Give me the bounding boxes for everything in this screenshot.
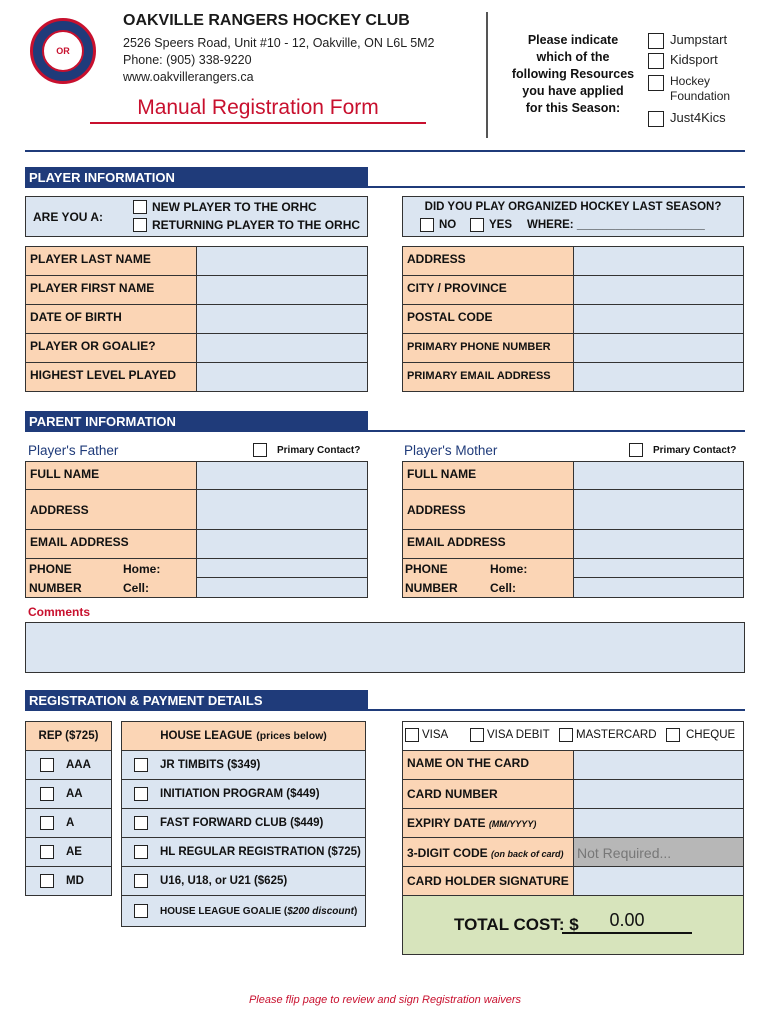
field-label: POSTAL CODE	[402, 304, 574, 334]
field-label: CARD HOLDER SIGNATURE	[402, 866, 574, 896]
returning-player-option[interactable]: RETURNING PLAYER TO THE ORHC	[133, 218, 360, 232]
checkbox-icon[interactable]	[133, 200, 147, 214]
mother-email-input[interactable]	[573, 529, 744, 559]
section-rule	[25, 709, 745, 711]
mother-heading: Player's Mother	[404, 443, 498, 458]
field-label: ADDRESS	[402, 246, 574, 276]
rep-option-a[interactable]: A	[25, 808, 112, 838]
name-on-card-input[interactable]	[573, 750, 744, 780]
date-of-birth-input[interactable]	[196, 304, 368, 334]
club-website: www.oakvillerangers.ca	[123, 70, 254, 84]
checkbox-icon[interactable]	[559, 728, 573, 742]
field-label: DATE OF BIRTH	[25, 304, 197, 334]
header-divider	[486, 12, 488, 138]
new-player-option[interactable]: NEW PLAYER TO THE ORHC	[133, 200, 317, 214]
method-visa-debit[interactable]: VISA DEBIT	[470, 728, 550, 742]
club-name: OAKVILLE RANGERS HOCKEY CLUB	[123, 12, 410, 29]
method-visa[interactable]: VISA	[405, 728, 448, 742]
checkbox-icon[interactable]	[648, 75, 664, 91]
primary-email-input[interactable]	[573, 362, 744, 392]
organized-hockey-question: DID YOU PLAY ORGANIZED HOCKEY LAST SEASON?	[424, 201, 722, 213]
checkbox-icon[interactable]	[134, 816, 148, 830]
method-mastercard[interactable]: MASTERCARD	[559, 728, 657, 742]
comments-label: Comments	[28, 605, 91, 619]
checkbox-icon[interactable]	[40, 816, 54, 830]
checkbox-icon[interactable]	[253, 443, 267, 457]
rep-option-md[interactable]: MD	[25, 866, 112, 896]
house-option-fast-forward[interactable]: FAST FORWARD CLUB ($449)	[121, 808, 366, 838]
highest-level-input[interactable]	[196, 362, 368, 392]
house-option-hl-regular[interactable]: HL REGULAR REGISTRATION ($725)	[121, 837, 366, 867]
rep-header: REP ($725)	[25, 721, 112, 751]
mother-address-input[interactable]	[573, 489, 744, 530]
resource-hockey-foundation[interactable]: Hockey Foundation	[648, 74, 730, 104]
field-label: EMAIL ADDRESS	[402, 529, 574, 559]
address-input[interactable]	[573, 246, 744, 276]
logo-emblem: OR	[42, 30, 84, 72]
field-label: ADDRESS	[25, 489, 197, 530]
father-address-input[interactable]	[196, 489, 368, 530]
player-first-name-input[interactable]	[196, 275, 368, 305]
rep-option-ae[interactable]: AE	[25, 837, 112, 867]
checkbox-icon[interactable]	[134, 904, 148, 918]
phone-label: PHONE	[29, 562, 72, 576]
house-league-header: HOUSE LEAGUE (prices below)	[121, 721, 366, 751]
checkbox-icon[interactable]	[470, 728, 484, 742]
organized-yes-option[interactable]: YES	[470, 218, 512, 232]
checkbox-icon[interactable]	[40, 845, 54, 859]
mother-full-name-input[interactable]	[573, 461, 744, 490]
method-cheque[interactable]: CHEQUE	[666, 728, 735, 742]
player-section-title: PLAYER INFORMATION	[25, 167, 368, 187]
resource-jumpstart[interactable]: Jumpstart	[648, 32, 727, 49]
field-label: NAME ON THE CARD	[402, 750, 574, 780]
checkbox-icon[interactable]	[40, 787, 54, 801]
parent-section-title: PARENT INFORMATION	[25, 411, 368, 431]
father-email-input[interactable]	[196, 529, 368, 559]
rep-option-aa[interactable]: AA	[25, 779, 112, 809]
number-label: NUMBER	[29, 581, 82, 595]
mother-cell-phone-input[interactable]	[573, 577, 744, 598]
section-rule	[25, 430, 745, 432]
checkbox-icon[interactable]	[405, 728, 419, 742]
field-label: FULL NAME	[25, 461, 197, 490]
checkbox-icon[interactable]	[666, 728, 680, 742]
where-field[interactable]: WHERE: ____________________	[527, 219, 705, 231]
father-cell-phone-input[interactable]	[196, 577, 368, 598]
three-digit-code-input[interactable]: Not Required...	[573, 837, 744, 867]
checkbox-icon[interactable]	[40, 758, 54, 772]
checkbox-icon[interactable]	[648, 33, 664, 49]
field-label: FULL NAME	[402, 461, 574, 490]
header-rule	[25, 150, 745, 152]
father-heading: Player's Father	[28, 443, 119, 458]
expiry-label: EXPIRY DATE (MM/YYYY)	[402, 808, 574, 838]
home-label: Home:	[123, 562, 161, 576]
checkbox-icon[interactable]	[134, 758, 148, 772]
field-label: PRIMARY EMAIL ADDRESS	[402, 362, 574, 392]
player-last-name-input[interactable]	[196, 246, 368, 276]
father-full-name-input[interactable]	[196, 461, 368, 490]
are-you-label: ARE YOU A:	[33, 210, 104, 224]
comments-input[interactable]	[25, 622, 745, 673]
resources-prompt: Please indicate which of the following Resources you have applied for this Season:	[511, 33, 635, 115]
player-or-goalie-input[interactable]	[196, 333, 368, 363]
field-label: CARD NUMBER	[402, 779, 574, 809]
field-label: ADDRESS	[402, 489, 574, 530]
house-option-u16-u18-u21[interactable]: U16, U18, or U21 ($625)	[121, 866, 366, 896]
checkbox-icon[interactable]	[648, 111, 664, 127]
checkbox-icon[interactable]	[134, 874, 148, 888]
phone-label: PHONE	[405, 562, 448, 576]
section-rule	[25, 186, 745, 188]
checkbox-icon[interactable]	[470, 218, 484, 232]
cell-label: Cell:	[490, 581, 517, 595]
footer-note: Please flip page to review and sign Registration waivers	[248, 994, 522, 1006]
house-option-jr-timbits[interactable]: JR TIMBITS ($349)	[121, 750, 366, 780]
father-home-phone-input[interactable]	[196, 558, 368, 578]
club-address: 2526 Speers Road, Unit #10 - 12, Oakville, ON L6L 5M2	[123, 36, 435, 50]
checkbox-icon[interactable]	[648, 53, 664, 69]
mother-home-phone-input[interactable]	[573, 558, 744, 578]
checkbox-icon[interactable]	[134, 845, 148, 859]
mother-primary-contact[interactable]: Primary Contact?	[629, 443, 736, 457]
field-label: EMAIL ADDRESS	[25, 529, 197, 559]
cell-label: Cell:	[123, 581, 150, 595]
checkbox-icon[interactable]	[629, 443, 643, 457]
expiry-date-input[interactable]	[573, 808, 744, 838]
card-holder-signature-input[interactable]	[573, 866, 744, 896]
postal-code-input[interactable]	[573, 304, 744, 334]
field-label: HIGHEST LEVEL PLAYED	[25, 362, 197, 392]
field-label: PLAYER FIRST NAME	[25, 275, 197, 305]
home-label: Home:	[490, 562, 528, 576]
organized-no-option[interactable]: NO	[420, 218, 456, 232]
house-option-goalie[interactable]: HOUSE LEAGUE GOALIE ($200 discount)	[121, 895, 366, 927]
club-phone: Phone: (905) 338-9220	[123, 53, 252, 67]
checkbox-icon[interactable]	[133, 218, 147, 232]
house-option-initiation[interactable]: INITIATION PROGRAM ($449)	[121, 779, 366, 809]
form-title: Manual Registration Form	[90, 96, 426, 124]
code-label: 3-DIGIT CODE (on back of card)	[402, 837, 574, 867]
rep-option-aaa[interactable]: AAA	[25, 750, 112, 780]
card-number-input[interactable]	[573, 779, 744, 809]
total-cost-value[interactable]: 0.00	[562, 910, 692, 934]
field-label: PLAYER LAST NAME	[25, 246, 197, 276]
father-primary-contact[interactable]: Primary Contact?	[253, 443, 360, 457]
payment-section-title: REGISTRATION & PAYMENT DETAILS	[25, 690, 368, 710]
city-province-input[interactable]	[573, 275, 744, 305]
field-label: PRIMARY PHONE NUMBER	[402, 333, 574, 363]
checkbox-icon[interactable]	[134, 787, 148, 801]
checkbox-icon[interactable]	[40, 874, 54, 888]
club-logo	[30, 18, 96, 84]
resource-just4kics[interactable]: Just4Kics	[648, 110, 726, 127]
field-label: CITY / PROVINCE	[402, 275, 574, 305]
resource-kidsport[interactable]: Kidsport	[648, 52, 718, 69]
total-cost-label: TOTAL COST: $	[454, 915, 579, 934]
primary-phone-input[interactable]	[573, 333, 744, 363]
field-label: PLAYER OR GOALIE?	[25, 333, 197, 363]
number-label: NUMBER	[405, 581, 458, 595]
checkbox-icon[interactable]	[420, 218, 434, 232]
